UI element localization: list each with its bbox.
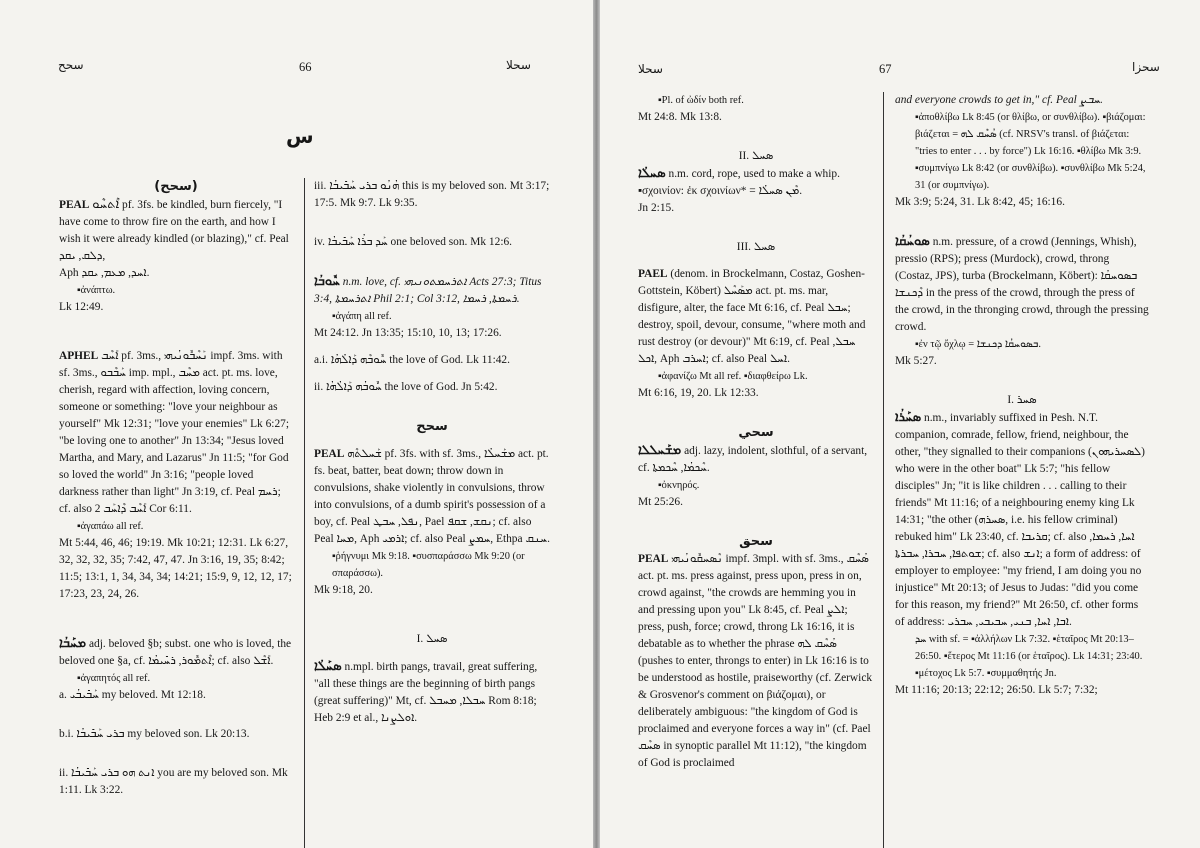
greek-equivalent: ▪ἀγαπητός all ref. [77, 673, 151, 684]
references: Jn 2:15. [638, 202, 675, 214]
references: Mk 5:27. [895, 355, 937, 367]
headword: ܣܘܚܳܩܳܐ [895, 234, 930, 249]
entry-definition: n.m. love, cf. ܐܬܪܚܡܬܘܢܝܗܝ Acts 27:3; Titus 3:4, ܐܬܪܚܡܬܐ Phil 2:1; Col 3:12, ܪܚܡܬܐ, ܪܚܡܐ. [314, 276, 542, 305]
greek-equivalent: ▪ῥήγνυμι Mk 9:18. ▪συσπαράσσω Mk 9:20 (or σπαράσσω). [332, 551, 525, 579]
root-heading: سحي [738, 425, 774, 440]
section-heading: I. ܣܚܪ [1007, 394, 1037, 406]
references: Mt 5:44, 46, 46; 19:19. Mk 10:21; 12:31. Lk 6:27, 32, 32, 32, 35; 7:42, 47, 47. Jn 3:16, 19, 35; 8:42; 11:5; 13:1, 1, 34, 34, 34; 14:21; 15:9, 9, 12, 12, 17; 17:23, 23, 24, 26. [59, 537, 292, 600]
left-column-2 [314, 178, 550, 727]
references: Lk 12:49. [59, 301, 104, 313]
headword: ܡܫܰܚܠܠܐ [638, 443, 682, 458]
headword: ܣܚܠܳܐ [638, 166, 666, 181]
headword: ܣܚܰܪܳܐ [895, 410, 922, 425]
greek-equivalent: ▪ἀγάπη all ref. [332, 311, 392, 322]
entry-cross-ref: Aph ܐܚܕ, ܡܥܡ, ܝܩܕ. [59, 267, 150, 279]
greek-equivalent: ܚܕ with sf. = ▪ἀλλήλων Lk 7:32. ▪ἑταῖρος Mt 20:13–26:50. ▪ἕτερος Mt 11:16 (or ἑταῖρος). Lk 14:31; 23:40. ▪μέτοχος Lk 5:7. ▪συμμαθητής Jn. [915, 634, 1143, 679]
right-page [600, 0, 1200, 848]
sub-entry: b.i. ܒܪܝ ܚܰܒܺܝܒܳܐ my beloved son. Lk 20:13. [59, 728, 250, 740]
greek-equivalent: ▪ὀκνηρός. [658, 480, 700, 491]
greek-equivalent: ▪Pl. of ὠδίν both ref. [658, 95, 744, 106]
references: Mt 6:16, 19, 20. Lk 12:33. [638, 387, 759, 399]
entry-definition: n.mpl. birth pangs, travail, great suffering, "all these things are the beginning of birth pangs (great suffering)" Mt, cf. ܚܒܠܐ, ܡܚܒܠ Rom 8:18; Heb 2:9 et al., ܐܘܠܨܢܐ. [314, 661, 538, 724]
running-head-right: سحلا [506, 58, 531, 72]
left-page [0, 0, 593, 848]
section-heading: III. ܣܚܠ [736, 241, 776, 253]
root-heading: (سحح) [154, 179, 198, 194]
section-heading: II. ܣܚܠ [738, 150, 774, 162]
running-head-left: سحح [58, 58, 84, 72]
entry-definition: ܫܰܚܠܬܶܗ pf. 3fs. with sf. 3ms., ܡܫܰܚܠܳܐ act. pt. fs. beat, batter, beat down; throw down in convulsions, shake violently in convulsions, throw into convulsions, of a dumb spirit's possession of a boy, cf. Peal ܢܦܠ, ܚܒܛ, Pael ܢܩܫ, ܫܩܦ; cf. also Peal ܡܚܐ, Aph ܐܪܡܝ; cf. also Peal ܚܡܨ, Ethpa ܚܢܩ. [314, 448, 550, 545]
headword: ܚܽܘܒܳܐ [314, 274, 340, 289]
greek-equivalent: ▪ἐν τῷ ὄχλῳ = ܒܣܘܚܩܳܐ ܕܟܢܫܐ. [915, 339, 1041, 350]
running-head-right: سحزا [1132, 60, 1160, 74]
page-number: 67 [879, 62, 892, 76]
greek-equivalent: ▪ἀγαπάω all ref. [77, 521, 144, 532]
root-heading: سحق [739, 534, 773, 549]
right-column-1 [638, 92, 874, 772]
page-number: 66 [299, 60, 312, 74]
root-heading: سحح [416, 419, 448, 434]
section-heading: I. ܣܚܠ [416, 633, 448, 645]
entry-form: ܐܶܬܚܶܘ [92, 197, 120, 212]
greek-equivalent: ▪ἀποθλίβω Lk 8:45 (or θλίβω, or συνθλίβω). ▪βιάζομαι: βιάζεται = ܣܳܚܶܩ ܠܗ (cf. NRSV's transl. of βιάζεται: "tries to enter . . . by force") Lk 16:16. ▪θλίβω Mk 3:9. ▪συμπνίγω Lk 8:42 (or συνθλίβω). ▪συνθλίβω Mk 5:24, 31 (or συμπνίγω). [915, 112, 1146, 191]
stem-label: PEAL [314, 448, 345, 460]
entry-continuation: and everyone crowds to get in," cf. Peal ܚܒܨ. [895, 94, 1103, 106]
left-column-1 [59, 178, 293, 799]
sub-entry: a.i. ܚܽܘܒܶܗ ܕܰܐܠܳܗܳܐ the love of God. Lk 11:42. [314, 354, 510, 366]
entry-definition: pf. 3fs. be kindled, burn fiercely, "I have come to throw fire on the earth, and how I wish it were already kindled (or blazing)," cf. Peal ܕܠܩ, ܝܩܕ, [59, 199, 289, 262]
entry-definition: adj. lazy, indolent, slothful, of a servant, cf. ܚܶܟܡܳܐ, ܚܶܟܡܬܐ. [638, 445, 868, 474]
sub-entry: iii. ܗܳܢܳܘ ܒܪܝ ܚܰܒܺܝܒܳܐ this is my beloved son. Mt 3:17; 17:5. Mk 9:7. Lk 9:35. [314, 180, 550, 209]
references: Mk 3:9; 5:24, 31. Lk 8:42, 45; 16:16. [895, 196, 1065, 208]
section-letter: س [286, 124, 314, 148]
references: Mk 9:18, 20. [314, 584, 373, 596]
references: Mt 11:16; 20:13; 22:12; 26:50. Lk 5:7; 7:32; [895, 684, 1098, 696]
stem-label: PEAL [59, 199, 90, 211]
greek-equivalent: ▪ἀνάπτω. [77, 285, 116, 296]
sub-entry: ii. ܐܢܬ ܗܘ ܒܪܝ ܚܰܒܺܝܒܳܐ you are my beloved son. Mk 1:11. Lk 3:22. [59, 767, 288, 796]
stem-label: PEAL [638, 553, 669, 565]
entry-definition: ܐܰܚܶܒ pf. 3ms., ܢܰܚܶܒܽܘܢܳܝܗܝ impf. 3ms. with sf. 3ms., ܚܰܒܶܒܘ imp. mpl., ܡܚܶܒ act. pt. ms. love, cherish, regard with affection, loving concern, someone or something: "love your neighbour as yourself" Mk 12:31; "love your enemies" Lk 6:27; "be loving one to another" Jn 13:34; "Jesus loved Martha, and Mary, and Lazarus" Jn 11:5; "for God so loved the world" Jn 3:16; "people loved darkness rather than light" Jn 3:19, cf. Peal ܪܚܡ; cf. also ܐܰܚܶܒ ܕܶܐܚܰܒ 2 Cor 6:11. [59, 350, 290, 515]
greek-equivalent: ▪ἀφανίζω Mt all ref. ▪διαφθείρω Lk. [658, 371, 808, 382]
sub-entry: ii. ܚܽܘܒܳܗ ܕܰܐܠܳܗܳܐ the love of God. Jn 5:42. [314, 381, 498, 393]
references: Mt 25:26. [638, 496, 683, 508]
entry-definition: n.m. cord, rope, used to make a whip. ▪σχοινίον: ἐκ σχοινίων* = ܡܶܢ ܣܚܠܳܐ. [638, 168, 840, 197]
entry-definition: ܢܶܣܚܩܽܘܢܳܝܗܝ impf. 3mpl. with sf. 3ms., ܣܳܚܶܩ act. pt. ms. press against, press upon, press in on, crowd against, "the crowds are hemming you in and pressing upon you" Lk 8:45, cf. Peal ܐܠܨ; press, push, force; crowd, throng Lk 16:16, it is debatable as to whether the phrase ܣܳܚܶܩ ܠܗ (pushes to enter, throngs to enter) in Lk 16:16 is to be understood as hostile, praiseworthy (cf. Zerwick & Grosvenor's comment on βιάζομαι), or deliberately ambiguous: "the kingdom of God is proclaimed and everyone forces a way in" (cf. Pael ܣܚܶܩ in synoptic parallel Mt 11:12), "the kingdom of God is proclaimed [638, 553, 873, 769]
column-rule [304, 178, 305, 848]
entry-definition: n.m., invariably suffixed in Pesh. N.T. companion, comrade, fellow, friend, neighbour, the other, "they signalled to their companions (ܠܣܚܪܝܗܘܢ) who were in the other boat" Lk 5:7; "his fellow disciples" Jn; "it is like children . . . calling to their friends" Mt 11:16; of a neighbouring enemy king Lk 14:31; "the other (ܣܚܪܗ, i.e. his fellow criminal) rebuked him" Lk 23:40, cf. ܩܪܝܒܐ; cf. also ܐܚܐ, ܪܚܡܐ, ܫܘܬܦܐ, ܚܒܪܐ, ܚܒܪܬܐ; cf. also ܐܢܫ; a form of address: of employer to employee: "my friend, I am doing you no injustice" Mt 20:13; of Jesus to Judas: "did you come for this reason, my friend?" Mt 26:50, cf. other forms of address: ܐܒܐ, ܐܚܐ, ܒܢܝ, ܚܒܝܒܝ, ܚܒܪܝ. [895, 412, 1145, 628]
stem-label: PAEL [638, 268, 668, 280]
right-column-2 [895, 92, 1149, 699]
references: Mt 24:8. Mk 13:8. [638, 111, 722, 123]
headword: ܡܚܰܒܳܐ [59, 636, 87, 651]
entry-definition: adj. beloved §b; subst. one who is loved, the beloved one §a, cf. ܐܶܬܡܽܘܪ, ܪܚܺܝܡܳܐ; cf. also ܐܰܫܶܠ. [59, 638, 292, 667]
references: Mt 24:12. Jn 13:35; 15:10, 10, 13; 17:26. [314, 327, 502, 339]
column-rule [883, 92, 884, 848]
entry-definition: n.m. pressure, of a crowd (Jennings, Whish), pressio (RPS); press (Murdock), crowd, throng (Costaz, JPS), turba (Brockelmann, Köbert): ܒܣܘܚܩܳܐ ܕܶܟܢܫܐ in the press of the crowd, through the press of the crowd, in the thronging crowd, through the pressing crowd. [895, 236, 1149, 333]
running-head-left: سحلا [638, 62, 663, 76]
sub-entry: a. ܚܰܒܺܝܒܳܝ my beloved. Mt 12:18. [59, 689, 206, 701]
headword: ܣܚܰܠܳܐ [314, 659, 342, 674]
book-gutter [593, 0, 600, 848]
entry-definition: (denom. in Brockelmann, Costaz, Goshen-Gottstein, Köbert) ܡܣܰܚܶܠ act. pt. ms. mar, disfigure, alter, the face Mt 6:16, cf. Peal ܚܒܠ; destroy, spoil, devour, consume, "where moth and rust destroy (or devour)" Mt 6:19, cf. Peal ܚܒܠ, ܐܟܠ, Aph ܐܚܪܒ; cf. also Peal ܐܚܠ. [638, 268, 866, 365]
sub-entry: iv. ܚܰܕ ܒܪܳܐ ܚܰܒܺܝܒܳܐ one beloved son. Mk 12:6. [314, 236, 513, 248]
stem-label: APHEL [59, 350, 99, 362]
